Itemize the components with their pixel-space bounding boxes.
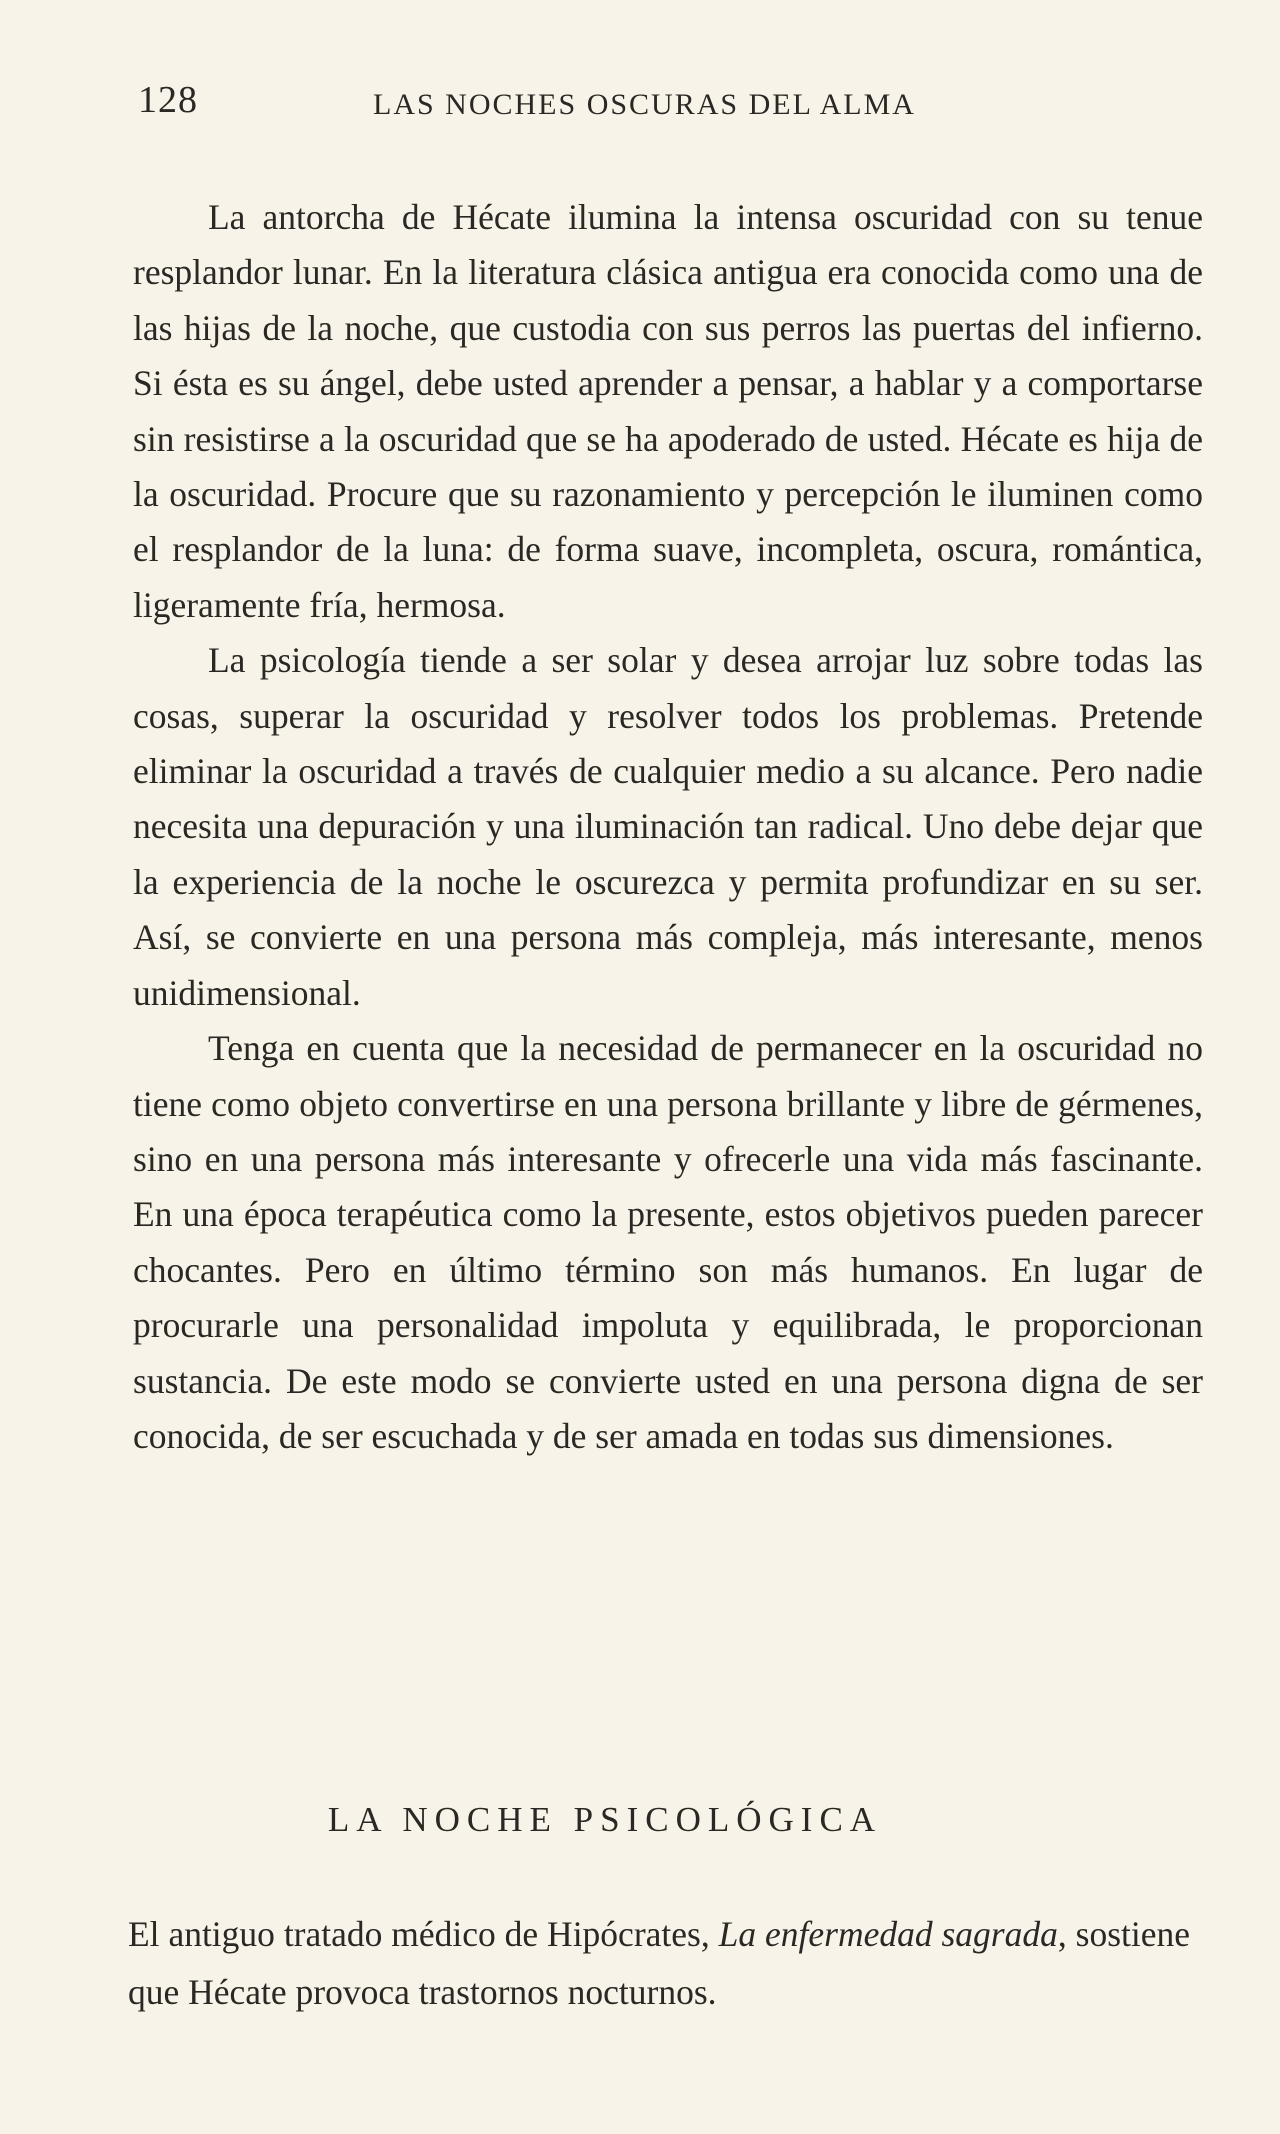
page-number: 128: [138, 79, 198, 121]
body-text: [133, 190, 1203, 1464]
running-head: [138, 78, 1198, 134]
section-paragraph: [128, 1905, 1190, 2021]
paragraph: Tenga en cuenta que la necesidad de permanecer en la oscuridad no tiene como objeto convertirse en una persona brillante y libre de gérmenes, sino en una persona más interesante y ofrecerle una vida más fascinante. En una época terapéutica como la presente, estos objetivos pueden parecer chocantes. Pero en último término son más humanos. En lugar de procurarle una personalidad impoluta y equilibrada, le proporcionan sustancia. De este modo se convierte usted en una persona digna de ser conocida, de ser escuchada y de ser amada en todas sus dimensiones.: [133, 1028, 1203, 1456]
section-text-before: El antiguo tratado médico de Hipócrates,: [128, 1914, 719, 1954]
book-title: LAS NOCHES OSCURAS DEL ALMA: [373, 88, 916, 121]
book-reference: La enfermedad sagrada: [718, 1914, 1058, 1954]
section-heading: LA NOCHE PSICOLÓGICA: [327, 1800, 883, 1839]
paragraph: La antorcha de Hécate ilumina la intensa oscuridad con su tenue resplandor lunar. En la literatura clásica antigua era conocida como una de las hijas de la noche, que custodia con sus perros las puertas del infierno. Si ésta es su ángel, debe usted aprender a pensar, a hablar y a comportarse sin resistirse a la oscuridad que se ha apoderado de usted. Hécate es hija de la oscuridad. Procure que su razonamiento y percepción le iluminen como el resplandor de la luna: de forma suave, incompleta, oscura, romántica, ligeramente fría, hermosa.: [133, 197, 1203, 625]
paragraph: La psicología tiende a ser solar y desea arrojar luz sobre todas las cosas, superar la oscuridad y resolver todos los problemas. Pretende eliminar la oscuridad a través de cualquier medio a su alcance. Pero nadie necesita una depuración y una iluminación tan radical. Uno debe dejar que la experiencia de la noche le oscurezca y permita profundizar en su ser. Así, se convierte en una persona más compleja, más interesante, menos unidimensional.: [133, 640, 1203, 1013]
section-text-after: , sostiene que Hécate provoca trastornos nocturnos.: [128, 1914, 1190, 2012]
